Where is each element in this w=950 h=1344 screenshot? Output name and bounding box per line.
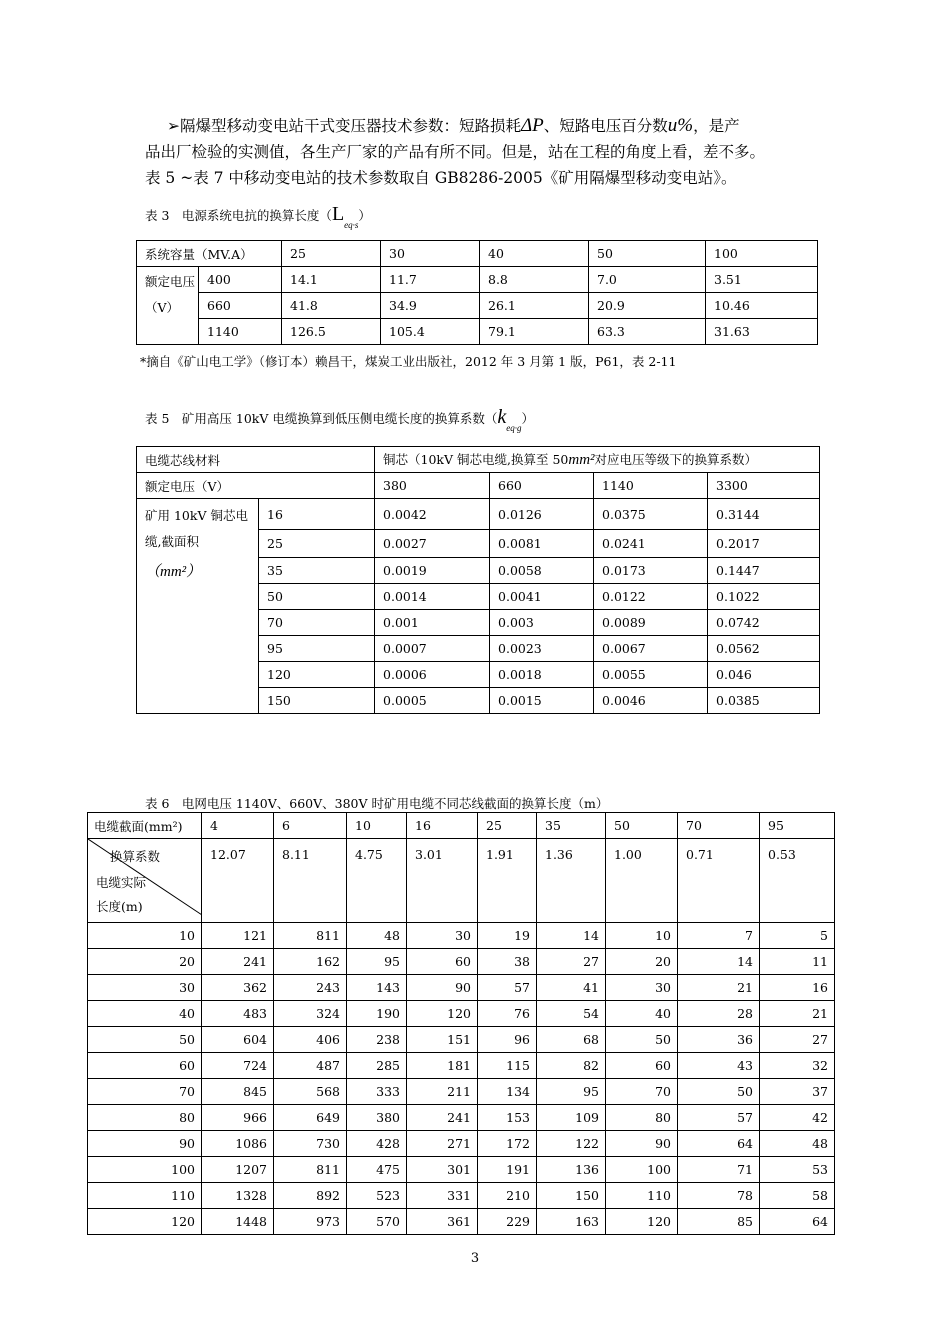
table-cell: 153 — [478, 1105, 537, 1131]
table-cell: 40 — [606, 1001, 678, 1027]
table6-coefficient: 0.53 — [760, 839, 835, 923]
table-cell: 0.0046 — [594, 688, 708, 714]
table-cell: 79.1 — [480, 319, 589, 345]
table-cell: 38 — [478, 949, 537, 975]
table3-note: *摘自《矿山电工学》（修订本）赖昌干，煤炭工业出版社，2012 年 3 月第 1 版，P61，表 2-11 — [140, 354, 677, 369]
table-cell: 50 — [678, 1079, 760, 1105]
table-cell: 36 — [678, 1027, 760, 1053]
table-cell: 134 — [478, 1079, 537, 1105]
table6-coefficient: 0.71 — [678, 839, 760, 923]
table3-capacity: 50 — [589, 241, 706, 267]
table-cell: 1086 — [202, 1131, 274, 1157]
table-cell: 191 — [478, 1157, 537, 1183]
table-cell: 11.7 — [381, 267, 480, 293]
intro-line-3: 表 5 ~表 7 中移动变电站的技术参数取自 GB8286-2005《矿用隔爆型移动变电站》。 — [145, 169, 737, 187]
table5 — [136, 446, 820, 714]
table-row — [88, 1131, 835, 1157]
table-cell: 241 — [407, 1105, 478, 1131]
table-cell: 95 — [347, 949, 407, 975]
table5-material-label: 电缆芯线材料 — [137, 447, 375, 473]
table-cell: 0.0067 — [594, 636, 708, 662]
table6-length: 20 — [88, 949, 202, 975]
table5-caption — [145, 406, 535, 433]
table-cell: 172 — [478, 1131, 537, 1157]
table-cell: 122 — [537, 1131, 606, 1157]
table-cell: 406 — [274, 1027, 347, 1053]
table-cell: 380 — [347, 1105, 407, 1131]
table-row — [88, 1001, 835, 1027]
table-cell: 0.0015 — [490, 688, 594, 714]
table-cell: 8.8 — [480, 267, 589, 293]
table-cell: 0.0006 — [375, 662, 490, 688]
table5-voltage: 3300 — [708, 473, 820, 499]
table-cell: 19 — [478, 923, 537, 949]
table5-voltage: 660 — [490, 473, 594, 499]
table-cell: 0.0742 — [708, 610, 820, 636]
table6-section-row — [88, 813, 835, 839]
table-cell: 14.1 — [282, 267, 381, 293]
table-cell: 136 — [537, 1157, 606, 1183]
table-cell: 11 — [760, 949, 835, 975]
table-cell: 0.0126 — [490, 499, 594, 530]
page-number: 3 — [470, 1251, 480, 1266]
table-cell: 0.0241 — [594, 530, 708, 558]
side-label-unit: （mm²） — [145, 564, 202, 580]
table3-capacity: 40 — [480, 241, 589, 267]
table6-coefficient-row — [88, 839, 835, 923]
table-cell: 271 — [407, 1131, 478, 1157]
table-row — [137, 319, 818, 345]
table3-capacity: 100 — [706, 241, 818, 267]
table5-material-row — [137, 447, 820, 473]
table3-caption — [145, 203, 371, 230]
table3-caption-text: 表 3 电源系统电抗的换算长度（ — [145, 208, 332, 223]
table-cell: 730 — [274, 1131, 347, 1157]
symbol-u-percent: u% — [667, 115, 694, 136]
table-cell: 0.001 — [375, 610, 490, 636]
table6-coefficient: 3.01 — [407, 839, 478, 923]
table-row — [88, 1027, 835, 1053]
table-cell: 70 — [606, 1079, 678, 1105]
table3-voltage: 400 — [199, 267, 282, 293]
table5-side-label — [137, 499, 259, 714]
table-cell: 16 — [760, 975, 835, 1001]
table-cell: 37 — [760, 1079, 835, 1105]
table-cell: 570 — [347, 1209, 407, 1235]
table6-section: 16 — [407, 813, 478, 839]
table-cell: 0.0058 — [490, 558, 594, 584]
table-cell: 483 — [202, 1001, 274, 1027]
table-cell: 5 — [760, 923, 835, 949]
table-row — [88, 975, 835, 1001]
intro-text-c: ，是产 — [693, 117, 740, 135]
table-cell: 151 — [407, 1027, 478, 1053]
table-cell: 0.1447 — [708, 558, 820, 584]
table-cell: 120 — [407, 1001, 478, 1027]
table-cell: 361 — [407, 1209, 478, 1235]
table6-section: 95 — [760, 813, 835, 839]
table-cell: 0.0173 — [594, 558, 708, 584]
table-cell: 54 — [537, 1001, 606, 1027]
intro-text-a: 隔爆型移动变电站干式变压器技术参数：短路损耗 — [180, 117, 522, 135]
table5-section: 25 — [259, 530, 375, 558]
table3-capacity: 30 — [381, 241, 480, 267]
table-cell: 27 — [537, 949, 606, 975]
table-cell: 3.51 — [706, 267, 818, 293]
table-cell: 60 — [407, 949, 478, 975]
table-cell: 30 — [407, 923, 478, 949]
table-cell: 331 — [407, 1183, 478, 1209]
table5-section: 95 — [259, 636, 375, 662]
table6-length: 120 — [88, 1209, 202, 1235]
intro-line-1 — [145, 113, 825, 139]
table-cell: 892 — [274, 1183, 347, 1209]
table-cell: 115 — [478, 1053, 537, 1079]
table6-section: 25 — [478, 813, 537, 839]
table-cell: 475 — [347, 1157, 407, 1183]
table-cell: 10.46 — [706, 293, 818, 319]
table-cell: 41.8 — [282, 293, 381, 319]
table-cell: 42 — [760, 1105, 835, 1131]
table-cell: 41 — [537, 975, 606, 1001]
table-cell: 811 — [274, 1157, 347, 1183]
table-cell: 63.3 — [589, 319, 706, 345]
table-cell: 724 — [202, 1053, 274, 1079]
table-cell: 1207 — [202, 1157, 274, 1183]
table-cell: 229 — [478, 1209, 537, 1235]
table6-coefficient: 1.36 — [537, 839, 606, 923]
table3-caption-subscript: eq·s — [344, 220, 359, 230]
material-text-end: 对应电压等级下的换算系数） — [594, 452, 758, 467]
table-cell: 105.4 — [381, 319, 480, 345]
table-cell: 32 — [760, 1053, 835, 1079]
table-cell: 0.0005 — [375, 688, 490, 714]
table-cell: 90 — [606, 1131, 678, 1157]
table-cell: 58 — [760, 1183, 835, 1209]
table-cell: 0.1022 — [708, 584, 820, 610]
table-cell: 0.0023 — [490, 636, 594, 662]
table-cell: 845 — [202, 1079, 274, 1105]
table5-section: 70 — [259, 610, 375, 636]
table6-length: 80 — [88, 1105, 202, 1131]
table6-section: 50 — [606, 813, 678, 839]
table5-caption-close: ） — [521, 411, 535, 426]
table-cell: 48 — [760, 1131, 835, 1157]
table6-length: 10 — [88, 923, 202, 949]
table-cell: 71 — [678, 1157, 760, 1183]
table-row — [137, 499, 820, 530]
table-cell: 96 — [478, 1027, 537, 1053]
table6-caption: 表 6 电网电压 1140V、660V、380V 时矿用电缆不同芯线截面的换算长度（m） — [145, 796, 609, 811]
table-cell: 31.63 — [706, 319, 818, 345]
table-cell: 57 — [678, 1105, 760, 1131]
table-cell: 50 — [606, 1027, 678, 1053]
table-row — [88, 1183, 835, 1209]
table3-header-row — [137, 241, 818, 267]
table-cell: 241 — [202, 949, 274, 975]
table5-material-value — [375, 447, 820, 473]
diag-bottom-label: 长度(m) — [96, 899, 143, 914]
table-cell: 324 — [274, 1001, 347, 1027]
table-cell: 285 — [347, 1053, 407, 1079]
table-cell: 0.0014 — [375, 584, 490, 610]
table3-voltage: 1140 — [199, 319, 282, 345]
table-cell: 487 — [274, 1053, 347, 1079]
table-cell: 26.1 — [480, 293, 589, 319]
table-cell: 811 — [274, 923, 347, 949]
table-cell: 0.0055 — [594, 662, 708, 688]
table-row — [137, 293, 818, 319]
material-unit: mm² — [568, 452, 595, 468]
table6-coefficient: 8.11 — [274, 839, 347, 923]
table6-length: 70 — [88, 1079, 202, 1105]
table-cell: 1328 — [202, 1183, 274, 1209]
table-cell: 21 — [760, 1001, 835, 1027]
table3 — [136, 240, 818, 345]
table-cell: 64 — [678, 1131, 760, 1157]
table-cell: 0.0018 — [490, 662, 594, 688]
table-cell: 90 — [407, 975, 478, 1001]
table6-coefficient: 12.07 — [202, 839, 274, 923]
table-cell: 48 — [347, 923, 407, 949]
table3-voltage: 660 — [199, 293, 282, 319]
side-label-text: 矿用 10kV 铜芯电缆,截面积 — [145, 508, 248, 549]
table-cell: 109 — [537, 1105, 606, 1131]
table-cell: 0.0081 — [490, 530, 594, 558]
table-row — [88, 1079, 835, 1105]
table-cell: 27 — [760, 1027, 835, 1053]
table3-caption-symbol: L — [331, 203, 345, 225]
table-cell: 10 — [606, 923, 678, 949]
table-cell: 0.0041 — [490, 584, 594, 610]
table-cell: 0.0042 — [375, 499, 490, 530]
table5-voltage: 380 — [375, 473, 490, 499]
table-cell: 649 — [274, 1105, 347, 1131]
table-cell: 362 — [202, 975, 274, 1001]
table-cell: 28 — [678, 1001, 760, 1027]
table-row — [137, 267, 818, 293]
table-cell: 120 — [606, 1209, 678, 1235]
table6-length: 90 — [88, 1131, 202, 1157]
table-cell: 428 — [347, 1131, 407, 1157]
table6-section: 35 — [537, 813, 606, 839]
table-cell: 604 — [202, 1027, 274, 1053]
table3-header-label: 系统容量（MV.A） — [137, 241, 282, 267]
table-cell: 211 — [407, 1079, 478, 1105]
table5-rated-voltage-label: 额定电压（V） — [137, 473, 375, 499]
table6-diagonal-header — [88, 839, 202, 923]
table-cell: 85 — [678, 1209, 760, 1235]
table3-caption-close: ） — [358, 208, 371, 223]
table-cell: 0.0385 — [708, 688, 820, 714]
table-cell: 14 — [537, 923, 606, 949]
table5-section: 16 — [259, 499, 375, 530]
table5-section: 150 — [259, 688, 375, 714]
table-cell: 243 — [274, 975, 347, 1001]
table-cell: 210 — [478, 1183, 537, 1209]
table-cell: 60 — [606, 1053, 678, 1079]
table5-voltage-row — [137, 473, 820, 499]
symbol-delta-p: ΔP — [521, 115, 544, 136]
intro-paragraph — [145, 113, 825, 191]
table6 — [87, 812, 835, 1235]
table-cell: 80 — [606, 1105, 678, 1131]
table-cell: 0.003 — [490, 610, 594, 636]
table-cell: 126.5 — [282, 319, 381, 345]
table-cell: 82 — [537, 1053, 606, 1079]
table5-caption-symbol: k — [497, 406, 507, 428]
table-row — [88, 1053, 835, 1079]
table6-coefficient: 4.75 — [347, 839, 407, 923]
table6-section-label: 电缆截面(mm²) — [88, 813, 202, 839]
table6-section: 6 — [274, 813, 347, 839]
table-cell: 162 — [274, 949, 347, 975]
table-row — [88, 949, 835, 975]
table6-length: 100 — [88, 1157, 202, 1183]
table-cell: 238 — [347, 1027, 407, 1053]
table-cell: 568 — [274, 1079, 347, 1105]
table-cell: 0.0122 — [594, 584, 708, 610]
table-cell: 143 — [347, 975, 407, 1001]
table-cell: 78 — [678, 1183, 760, 1209]
table5-section: 120 — [259, 662, 375, 688]
diag-top-label: 换算系数 — [110, 849, 161, 864]
table3-rated-voltage-label: 额定电压（V） — [137, 267, 199, 345]
table-cell: 7 — [678, 923, 760, 949]
table-cell: 333 — [347, 1079, 407, 1105]
intro-line-2: 品出厂检验的实测值，各生产厂家的产品有所不同。但是，站在工程的角度上看，差不多。 — [145, 143, 766, 161]
intro-text-b: 、短路电压百分数 — [543, 117, 668, 135]
table-cell: 30 — [606, 975, 678, 1001]
table-cell: 0.0019 — [375, 558, 490, 584]
table6-length: 60 — [88, 1053, 202, 1079]
table-cell: 150 — [537, 1183, 606, 1209]
bullet-icon: ➢ — [167, 117, 180, 135]
table-cell: 95 — [537, 1079, 606, 1105]
table-cell: 20 — [606, 949, 678, 975]
table3-capacity: 25 — [282, 241, 381, 267]
table-cell: 1448 — [202, 1209, 274, 1235]
table-cell: 43 — [678, 1053, 760, 1079]
table-cell: 163 — [537, 1209, 606, 1235]
table-cell: 181 — [407, 1053, 478, 1079]
table5-caption-text: 表 5 矿用高压 10kV 电缆换算到低压侧电缆长度的换算系数（ — [145, 411, 498, 426]
table6-coefficient: 1.91 — [478, 839, 537, 923]
table-cell: 57 — [478, 975, 537, 1001]
table5-caption-subscript: eq·g — [506, 423, 522, 433]
table-cell: 14 — [678, 949, 760, 975]
table-cell: 0.3144 — [708, 499, 820, 530]
table-cell: 523 — [347, 1183, 407, 1209]
table-row — [88, 1105, 835, 1131]
table6-length: 50 — [88, 1027, 202, 1053]
table-cell: 34.9 — [381, 293, 480, 319]
material-text: 铜芯（10kV 铜芯电缆,换算至 50 — [383, 452, 569, 467]
table-cell: 301 — [407, 1157, 478, 1183]
table-cell: 64 — [760, 1209, 835, 1235]
table-cell: 0.0027 — [375, 530, 490, 558]
table6-coefficient: 1.00 — [606, 839, 678, 923]
table-row — [88, 1209, 835, 1235]
table-cell: 100 — [606, 1157, 678, 1183]
table6-section: 4 — [202, 813, 274, 839]
table6-length: 30 — [88, 975, 202, 1001]
table-cell: 110 — [606, 1183, 678, 1209]
table6-section: 70 — [678, 813, 760, 839]
table6-section: 10 — [347, 813, 407, 839]
table-cell: 20.9 — [589, 293, 706, 319]
table-cell: 0.0375 — [594, 499, 708, 530]
table-cell: 0.0089 — [594, 610, 708, 636]
table-cell: 0.2017 — [708, 530, 820, 558]
table-cell: 966 — [202, 1105, 274, 1131]
table5-section: 50 — [259, 584, 375, 610]
table-cell: 53 — [760, 1157, 835, 1183]
table6-body — [88, 923, 835, 1235]
table-cell: 76 — [478, 1001, 537, 1027]
table-cell: 190 — [347, 1001, 407, 1027]
diag-mid-label: 电缆实际 — [96, 875, 147, 890]
table-row — [88, 923, 835, 949]
table-row — [88, 1157, 835, 1183]
table-cell: 973 — [274, 1209, 347, 1235]
table6-length: 40 — [88, 1001, 202, 1027]
table6-length: 110 — [88, 1183, 202, 1209]
table5-section: 35 — [259, 558, 375, 584]
table-cell: 0.046 — [708, 662, 820, 688]
table5-voltage: 1140 — [594, 473, 708, 499]
table-cell: 68 — [537, 1027, 606, 1053]
table-cell: 7.0 — [589, 267, 706, 293]
table-cell: 0.0562 — [708, 636, 820, 662]
table-cell: 121 — [202, 923, 274, 949]
table-cell: 21 — [678, 975, 760, 1001]
table-cell: 0.0007 — [375, 636, 490, 662]
